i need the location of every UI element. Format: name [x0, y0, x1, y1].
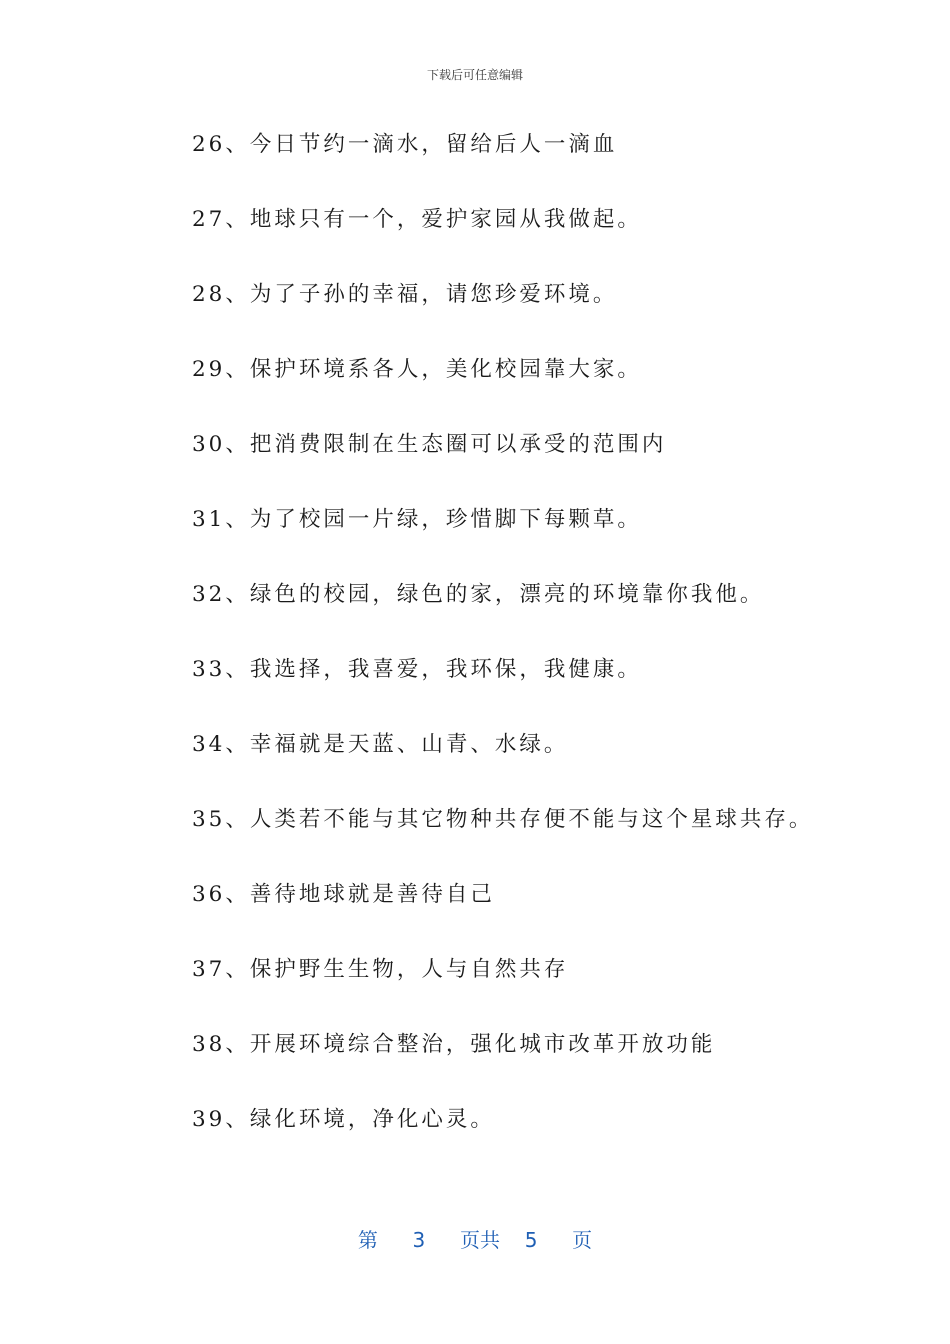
list-item: 29、保护环境系各人，美化校园靠大家。	[192, 357, 642, 382]
footer-middle: 页共	[460, 1228, 500, 1252]
header-note: 下载后可任意编辑	[426, 68, 523, 82]
list-item: 27、地球只有一个，爱护家园从我做起。	[192, 207, 642, 232]
list-item: 31、为了校园一片绿，珍惜脚下每颗草。	[192, 507, 642, 532]
total-pages-number: 5	[524, 1228, 538, 1252]
slogan-list	[192, 126, 813, 1176]
list-item: 39、绿化环境，净化心灵。	[192, 1107, 495, 1132]
list-item: 30、把消费限制在生态圈可以承受的范围内	[192, 432, 667, 457]
list-item: 37、保护野生生物，人与自然共存	[192, 957, 569, 982]
list-item: 33、我选择，我喜爱，我环保，我健康。	[192, 657, 642, 682]
footer-prefix: 第	[357, 1228, 378, 1252]
footer-suffix: 页	[572, 1228, 593, 1252]
list-item: 34、幸福就是天蓝、山青、水绿。	[192, 732, 569, 757]
current-page-number: 3	[412, 1228, 426, 1252]
list-item: 32、绿色的校园，绿色的家，漂亮的环境靠你我他。	[192, 582, 765, 607]
list-item: 28、为了子孙的幸福，请您珍爱环境。	[192, 282, 618, 307]
list-item: 36、善待地球就是善待自己	[192, 882, 495, 907]
list-item: 38、开展环境综合整治，强化城市改革开放功能	[192, 1032, 716, 1057]
list-item: 35、人类若不能与其它物种共存便不能与这个星球共存。	[192, 807, 814, 832]
page-footer	[0, 1224, 950, 1253]
list-item: 26、今日节约一滴水，留给后人一滴血	[192, 132, 618, 157]
